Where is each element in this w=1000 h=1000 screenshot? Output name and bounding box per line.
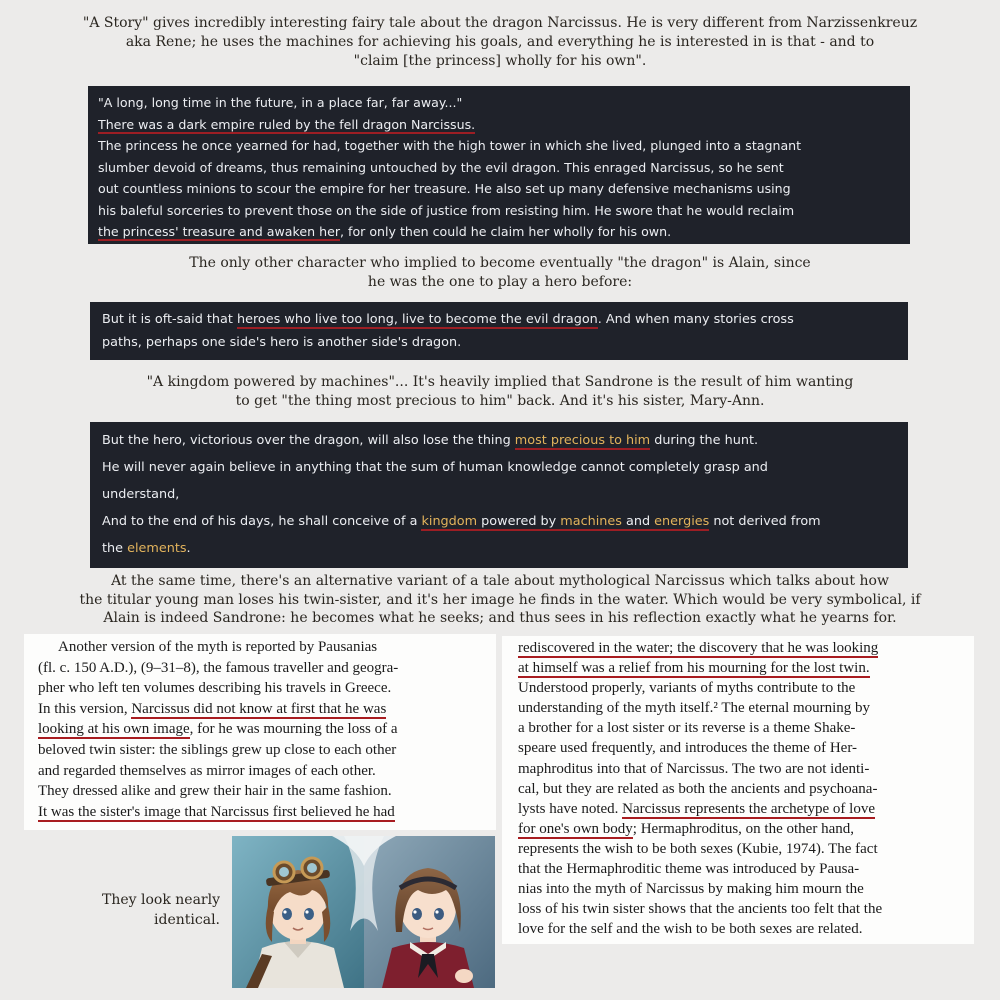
highlighted-word: machines [560,514,622,529]
excerpt-line: Understood properly, variants of myths contribute to the [518,680,856,697]
quote-line: He will never again believe in anything that the sum of human knowledge cannot completely grasp and [102,460,768,475]
alain-caption [120,254,880,292]
book-excerpt-hermaphroditus [502,636,974,944]
eye-shine [413,910,416,913]
eye-shine [305,910,308,913]
girl-eye [434,908,444,920]
quote-line [98,221,900,243]
underlined-phrase: the princess' treasure and awaken her [98,224,340,239]
intro-line: "claim [the princess] wholly for his own". [353,53,647,69]
excerpt-line [38,699,486,720]
excerpt-line: and regarded themselves as mirror images of each other. [38,762,376,779]
excerpt-line [518,638,966,658]
character-art-svg [232,836,495,988]
quote-line: paths, perhaps one side's hero is another side's dragon. [102,335,462,350]
excerpt-line: (fl. c. 150 A.D.), (9–31–8), the famous traveller and geogra- [38,659,399,676]
quote-line [102,535,896,562]
quote-line: his baleful sorceries to prevent those on the side of justice from resisting him. He swore that he would reclaim [98,202,795,218]
underlined-phrase: Narcissus did not know at first that he was [131,700,387,717]
excerpt-line: cal, but they are related as both the ancients and psychoana- [518,780,878,797]
excerpt-line: love for the self and the wish to be both sexes are related. [518,921,863,938]
excerpt-line [38,719,486,740]
excerpt-line: a brother for a lost sister or its reverse is a theme Shake- [518,720,856,737]
quote-text: But it is oft-said that [102,312,237,327]
underlined-phrase: for one's own body [518,820,633,837]
underlined-phrase: There was a dark empire ruled by the fell dragon Narcissus. [98,116,476,132]
quote-line [98,114,900,136]
eye-shine [283,910,286,913]
caption-line: the titular young man loses his twin-sister, and it's her image he finds in the water. Which would be very symbolical, if [79,591,921,608]
excerpt-line [38,802,486,823]
quote-line [102,508,896,535]
sandrone-caption [100,373,900,411]
caption-line: "A kingdom powered by machines"... It's heavily implied that Sandrone is the result of him wanting [146,374,854,390]
girl-hand [455,969,473,983]
underlined-phrase [421,514,709,531]
highlighted-phrase: most precious to him [514,433,651,448]
quote-text: powered by [477,514,561,529]
caption-line: The only other character who implied to become eventually "the dragon" is Alain, since [189,255,811,271]
highlighted-word: kingdom [421,514,478,529]
caption-line: he was the one to play a hero before: [367,274,633,290]
excerpt-line: They dressed alike and grew their hair in the same fashion. [38,783,392,800]
girl-eye [412,908,422,920]
underlined-phrase: It was the sister's image that Narcissus first believed he had [38,803,395,820]
excerpt-line [518,658,966,678]
excerpt-text: , for he was mourning the loss of a [189,721,398,738]
boy-eye [304,908,314,920]
excerpt-line: understanding of the myth itself.² The eternal mourning by [518,700,871,717]
excerpt-line [518,819,966,839]
intro-line: "A Story" gives incredibly interesting fairy tale about the dragon Narcissus. He is very different from Narzissenkreuz [82,15,918,31]
quote-line: slumber devoid of dreams, thus remaining untouched by the evil dragon. This enraged Narcissus, so he sent [98,159,784,175]
eye-shine [435,910,438,913]
quote-text: . And when many stories cross [597,312,794,327]
intro-line: aka Rene; he uses the machines for achieving his goals, and everything he is interested in is that - and to [125,34,875,50]
underlined-phrase: rediscovered in the water; the discovery that he was looking [518,640,879,656]
excerpt-line: that the Hermaphroditic theme was introduced by Pausa- [518,861,860,878]
side-note-line: They look nearly [102,892,220,908]
excerpt-text: lysts have noted. [518,800,623,817]
boy-eye [282,908,292,920]
quote-text: But the hero, victorious over the dragon, will also lose the thing [102,433,515,448]
caption-line: At the same time, there's an alternative variant of a tale about mythological Narcissus which talks about how [111,573,889,589]
quote-line: out countless minions to scour the empire for her treasure. He also set up many defensive mechanisms using [98,181,791,196]
book-excerpt-pausanias [24,634,496,830]
quote-text: and [621,514,655,529]
quote-text: during the hunt. [650,433,759,448]
excerpt-line [518,799,966,819]
story-quote-hero-loss [90,422,908,568]
quote-line: "A long, long time in the future, in a place far, far away..." [98,95,463,110]
character-comparison-artwork [232,836,495,988]
excerpt-text: ; Hermaphroditus, on the other hand, [632,820,854,837]
twin-sister-caption [10,572,990,628]
excerpt-line: pher who left ten volumes describing his travels in Greece. [38,680,392,697]
quote-text: the [102,541,128,556]
story-quote-heroes [90,302,908,360]
goggle-glass [307,863,317,873]
excerpt-line: loss of his twin sister shows that the ancients too felt that the [518,901,883,918]
quote-text: . [186,541,191,556]
excerpt-line: Another version of the myth is reported by Pausanias [58,639,378,655]
underlined-phrase: at himself was a relief from his mourning for the lost twin. [518,660,870,677]
highlighted-word: energies [654,514,710,529]
caption-line: Alain is indeed Sandrone: he becomes what he seeks; and thus sees in his reflection exactly what he yearns for. [103,610,897,626]
quote-text: , for only then could he claim her wholly for his own. [340,224,672,239]
quote-text: not derived from [709,514,821,529]
quote-line [102,427,896,454]
goggle-glass [279,867,289,877]
intro-caption [20,14,980,71]
highlighted-word: elements [127,541,187,556]
quote-line: understand, [102,487,180,502]
excerpt-text: In this version, [38,700,132,717]
quote-line [102,308,896,331]
excerpt-line: maphroditus into that of Narcissus. The two are not identi- [518,760,870,777]
story-quote-dark-empire [88,86,910,244]
underlined-phrase: heroes who live too long, live to become the evil dragon [236,312,598,327]
excerpt-line: speare used frequently, and introduces the theme of Her- [518,740,858,757]
underlined-phrase: Narcissus represents the archetype of love [622,800,875,817]
quote-text: And to the end of his days, he shall conceive of a [102,514,422,529]
excerpt-line: represents the wish to be both sexes (Kubie, 1974). The fact [518,840,878,857]
quote-line: The princess he once yearned for had, together with the high tower in which she lived, plunged into a stagnant [98,138,802,153]
excerpt-line: nias into the myth of Narcissus by making him mourn the [518,881,864,898]
side-note [60,890,220,930]
caption-line: to get "the thing most precious to him" back. And it's his sister, Mary-Ann. [235,393,765,409]
excerpt-line: beloved twin sister: the siblings grew up close to each other [38,741,397,758]
side-note-line: identical. [154,912,220,928]
underlined-phrase: looking at his own image [38,721,190,738]
